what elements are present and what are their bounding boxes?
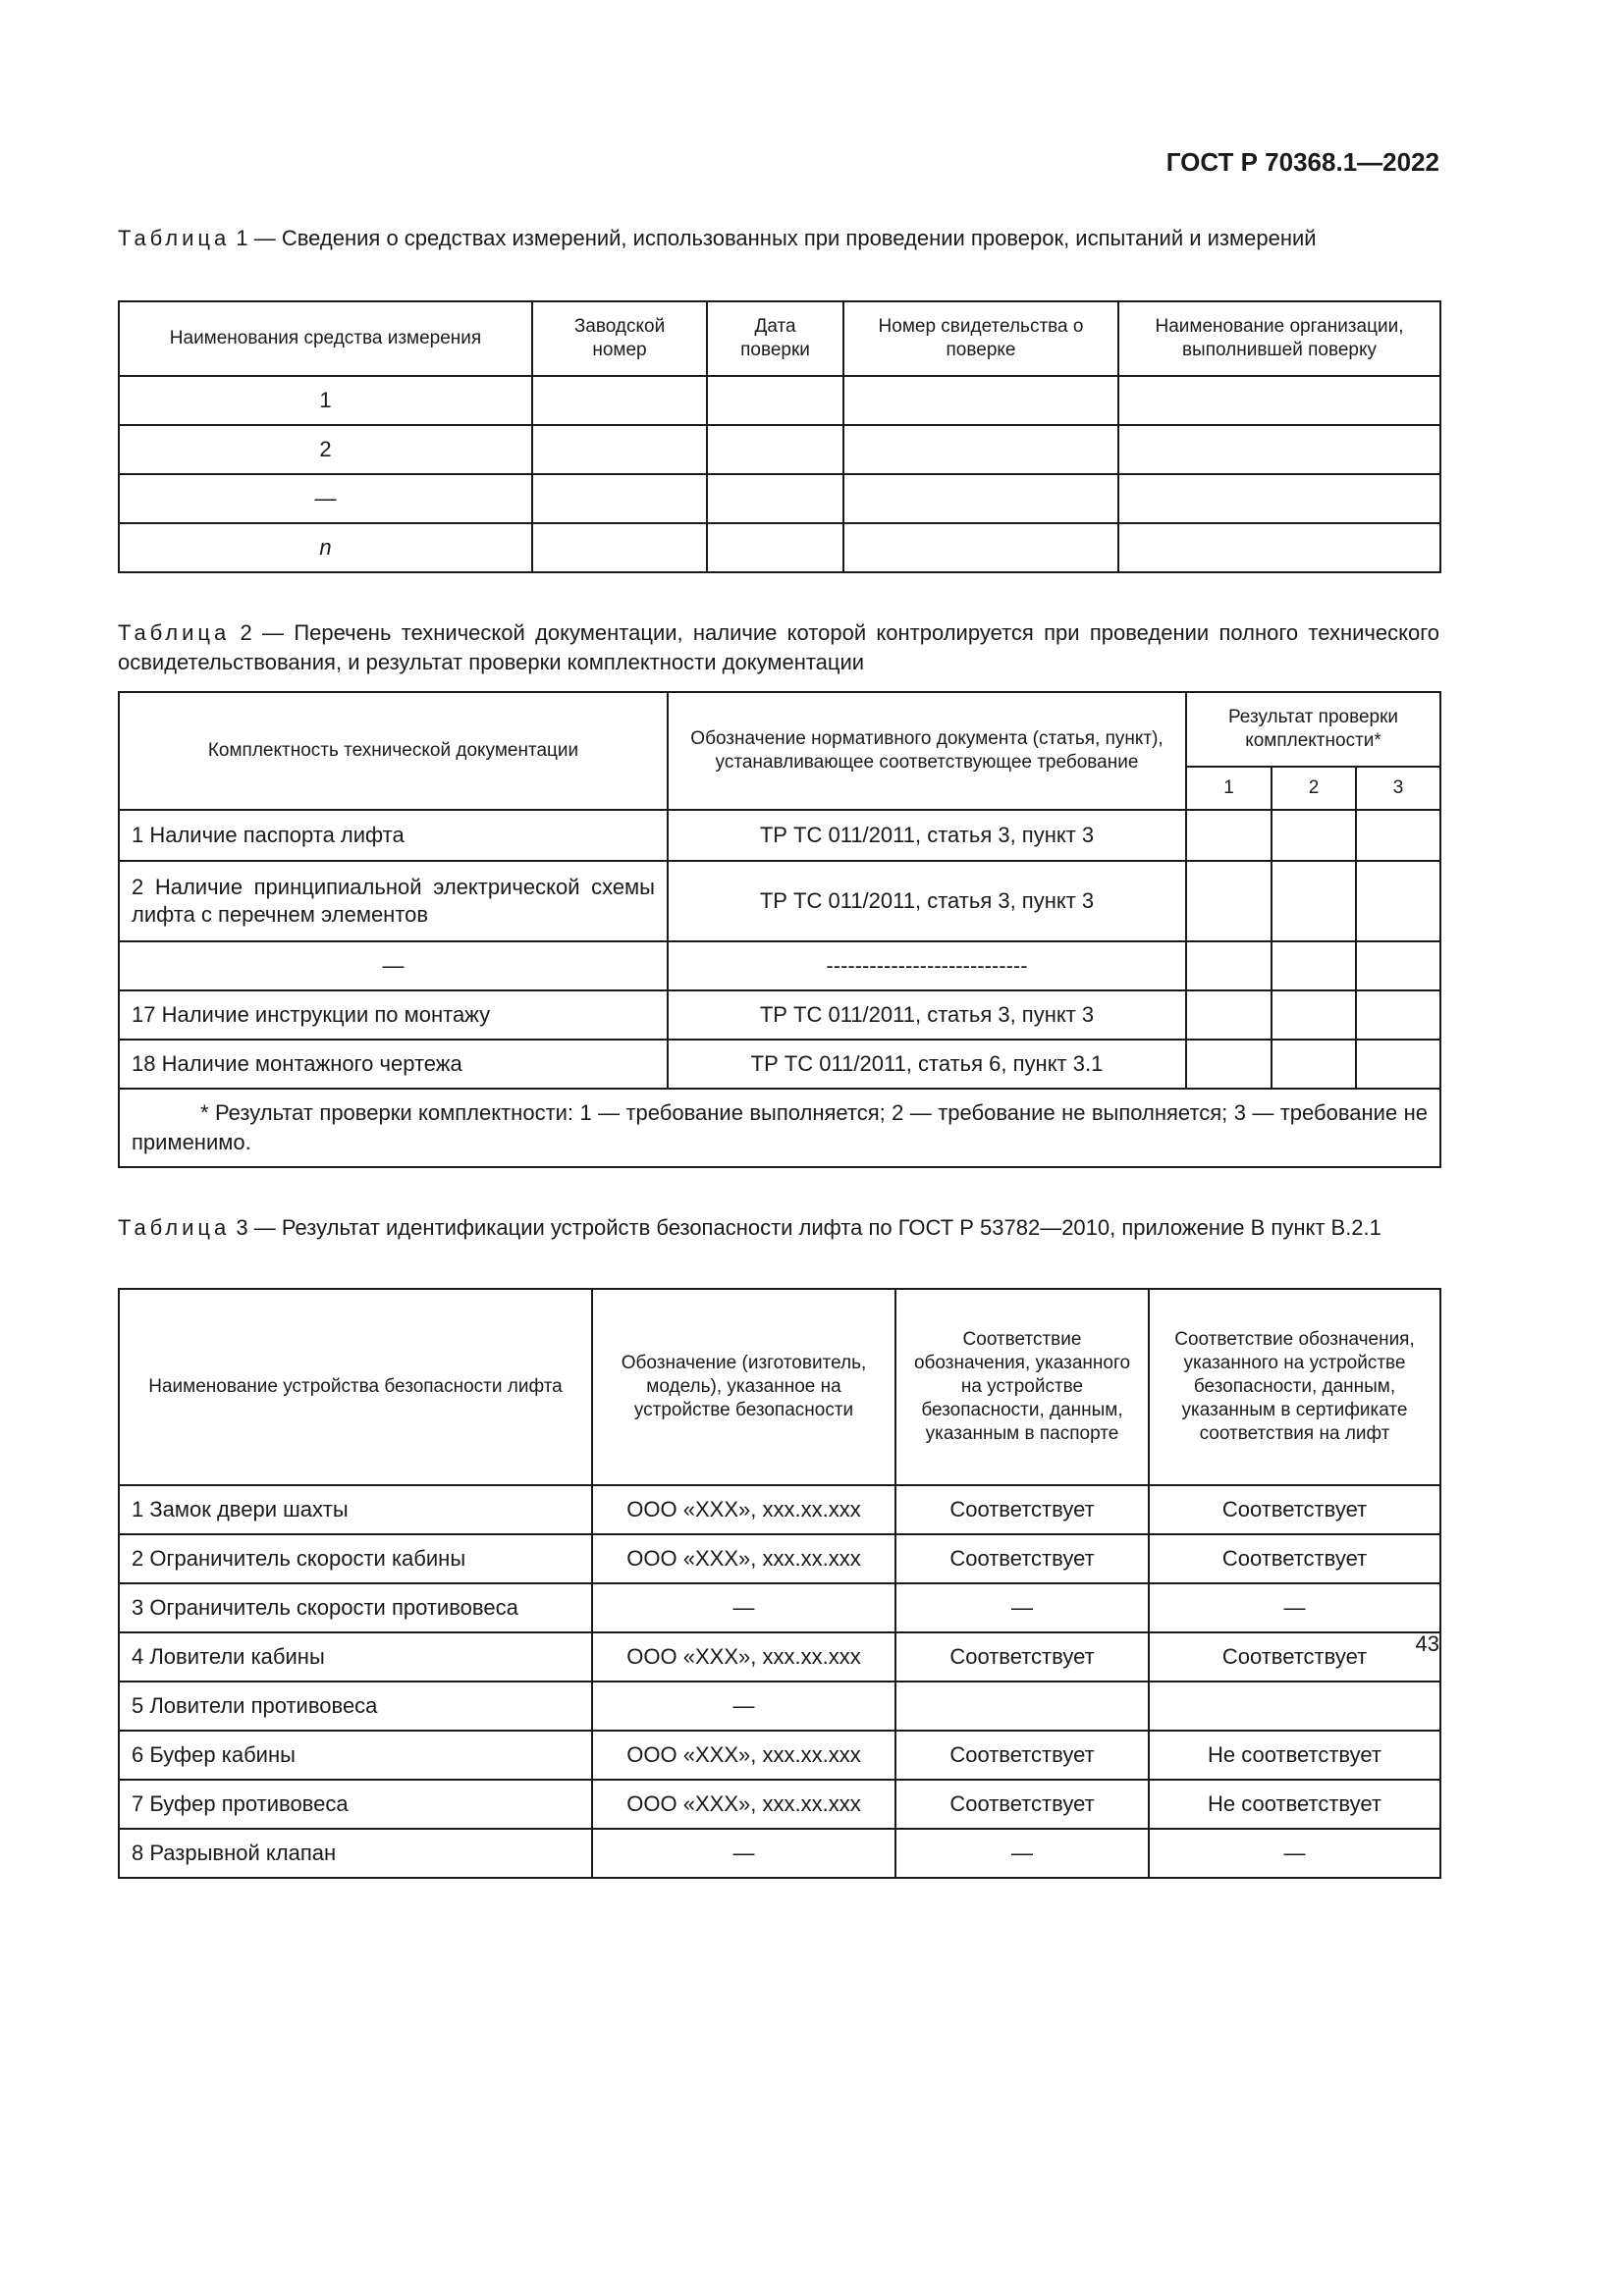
table1-row-number: — <box>119 474 532 523</box>
table1-cell <box>843 425 1118 474</box>
table2-cell <box>1186 861 1272 941</box>
table3-passport-match: Соответствует <box>895 1780 1149 1829</box>
table-row <box>119 1632 1440 1682</box>
table2-cell <box>1272 1040 1356 1089</box>
table2-caption-text: 2 — Перечень технической документации, наличие которой контролируется при проведении полного технического освидетельствования, и результат проверки комплектности документации <box>118 620 1439 674</box>
table-row <box>119 1583 1440 1632</box>
table-row <box>119 1534 1440 1583</box>
table2-header-normative: Обозначение нормативного документа (статья, пункт), устанавливающее соответствующее требование <box>668 692 1186 810</box>
table-row <box>119 990 1440 1040</box>
table1-header-instrument: Наименования средства измерения <box>119 301 532 376</box>
table-row <box>119 1040 1440 1089</box>
table2-doc: 2 Наличие принципиальной электрической схемы лифта с перечнем элементов <box>119 861 668 941</box>
table2-subheader-2: 2 <box>1272 767 1356 810</box>
table2-header-row <box>119 692 1440 767</box>
table3-certificate-match: — <box>1149 1583 1440 1632</box>
table1-caption-text: 1 — Сведения о средствах измерений, использованных при проведении проверок, испытаний и измерений <box>230 226 1317 250</box>
table2 <box>118 691 1441 1168</box>
table1-row-number: 2 <box>119 425 532 474</box>
table1-row-number: n <box>119 523 532 572</box>
table-row <box>119 1485 1440 1534</box>
table3-passport-match: — <box>895 1829 1149 1878</box>
table3-device: 5 Ловители противовеса <box>119 1682 592 1731</box>
table1-cell <box>843 523 1118 572</box>
table1-cell <box>707 425 843 474</box>
table2-cell <box>1356 810 1440 861</box>
table1-cell <box>843 474 1118 523</box>
table1-cell <box>707 376 843 425</box>
table2-footnote-text: * Результат проверки комплектности: 1 — требование выполняется; 2 — требование не выполняется; 3 — требование не применимо. <box>132 1100 1428 1154</box>
table3-device: 6 Буфер кабины <box>119 1731 592 1780</box>
table2-cell <box>1356 861 1440 941</box>
table2-subheader-3: 3 <box>1356 767 1440 810</box>
table1-cell <box>532 523 707 572</box>
table-row <box>119 1780 1440 1829</box>
table3-designation: ООО «ХХХ», ххх.хх.ххх <box>592 1731 895 1780</box>
table1-header-certificate: Номер свидетельства о поверке <box>843 301 1118 376</box>
table2-doc: — <box>119 941 668 990</box>
table1-caption-label: Таблица <box>118 226 231 250</box>
table1-cell <box>1118 376 1440 425</box>
table3-passport-match <box>895 1682 1149 1731</box>
table2-footnote-row <box>119 1089 1440 1167</box>
table3-certificate-match: Соответствует <box>1149 1632 1440 1682</box>
table-row <box>119 523 1440 572</box>
table3-header-row <box>119 1289 1440 1485</box>
table1-header-row <box>119 301 1440 376</box>
table3-designation: ООО «ХХХ», ххх.хх.ххх <box>592 1534 895 1583</box>
table1-cell <box>707 523 843 572</box>
table3-certificate-match: — <box>1149 1829 1440 1878</box>
table1 <box>118 300 1441 573</box>
table2-footnote <box>119 1089 1440 1167</box>
table2-ref: ТР ТС 011/2011, статья 6, пункт 3.1 <box>668 1040 1186 1089</box>
table2-ref: ТР ТС 011/2011, статья 3, пункт 3 <box>668 810 1186 861</box>
table2-cell <box>1186 990 1272 1040</box>
page-number: 43 <box>1415 1631 1439 1656</box>
table3-device: 2 Ограничитель скорости кабины <box>119 1534 592 1583</box>
table2-ref: ТР ТС 011/2011, статья 3, пункт 3 <box>668 861 1186 941</box>
table3-device: 8 Разрывной клапан <box>119 1829 592 1878</box>
table3-device: 1 Замок двери шахты <box>119 1485 592 1534</box>
table3-passport-match: Соответствует <box>895 1632 1149 1682</box>
table3-device: 4 Ловители кабины <box>119 1632 592 1682</box>
table2-cell <box>1356 941 1440 990</box>
table1-cell <box>707 474 843 523</box>
table1-header-serial: Заводской номер <box>532 301 707 376</box>
table1-cell <box>532 376 707 425</box>
table3-certificate-match: Соответствует <box>1149 1534 1440 1583</box>
table2-cell <box>1272 941 1356 990</box>
table2-cell <box>1186 810 1272 861</box>
table2-header-result: Результат проверки комплектности* <box>1186 692 1440 767</box>
table-row <box>119 474 1440 523</box>
table1-cell <box>1118 523 1440 572</box>
table-row <box>119 861 1440 941</box>
table-row <box>119 1682 1440 1731</box>
table1-cell <box>1118 474 1440 523</box>
table2-cell <box>1272 990 1356 1040</box>
table3-device: 3 Ограничитель скорости противовеса <box>119 1583 592 1632</box>
table3-header-certificate-match: Соответствие обозначения, указанного на устройстве безопасности, данным, указанным в сертификате соответствия на лифт <box>1149 1289 1440 1485</box>
table3-passport-match: — <box>895 1583 1149 1632</box>
table-row <box>119 1731 1440 1780</box>
table3-designation: ООО «ХХХ», ххх.хх.ххх <box>592 1632 895 1682</box>
table3-designation: — <box>592 1829 895 1878</box>
table3-certificate-match: Соответствует <box>1149 1485 1440 1534</box>
table2-cell <box>1356 1040 1440 1089</box>
table2-subheader-1: 1 <box>1186 767 1272 810</box>
table1-cell <box>1118 425 1440 474</box>
table2-cell <box>1272 861 1356 941</box>
table3-designation: ООО «ХХХ», ххх.хх.ххх <box>592 1780 895 1829</box>
table3-header-device: Наименование устройства безопасности лифта <box>119 1289 592 1485</box>
document-header: ГОСТ Р 70368.1—2022 <box>1165 147 1439 177</box>
table3-device: 7 Буфер противовеса <box>119 1780 592 1829</box>
table3-header-designation: Обозначение (изготовитель, модель), указанное на устройстве безопасности <box>592 1289 895 1485</box>
table3-designation: — <box>592 1583 895 1632</box>
table-row <box>119 941 1440 990</box>
table2-cell <box>1186 1040 1272 1089</box>
table2-cell <box>1272 810 1356 861</box>
table3-caption-label: Таблица <box>118 1215 231 1240</box>
table3-passport-match: Соответствует <box>895 1534 1149 1583</box>
table3 <box>118 1288 1441 1879</box>
table2-doc: 17 Наличие инструкции по монтажу <box>119 990 668 1040</box>
table1-caption <box>118 224 1439 253</box>
table3-caption <box>118 1213 1439 1243</box>
table2-doc: 1 Наличие паспорта лифта <box>119 810 668 861</box>
table1-cell <box>532 474 707 523</box>
table3-passport-match: Соответствует <box>895 1731 1149 1780</box>
table3-caption-text: 3 — Результат идентификации устройств безопасности лифта по ГОСТ Р 53782—2010, приложение В пункт В.2.1 <box>230 1215 1381 1240</box>
table2-cell <box>1356 990 1440 1040</box>
table2-doc: 18 Наличие монтажного чертежа <box>119 1040 668 1089</box>
table1-row-number: 1 <box>119 376 532 425</box>
table1-header-organization: Наименование организации, выполнившей поверку <box>1118 301 1440 376</box>
table2-caption <box>118 618 1439 677</box>
table3-designation: ООО «ХХХ», ххх.хх.ххх <box>592 1485 895 1534</box>
table1-header-date: Дата поверки <box>707 301 843 376</box>
table-row <box>119 376 1440 425</box>
table2-ref: ТР ТС 011/2011, статья 3, пункт 3 <box>668 990 1186 1040</box>
table3-passport-match: Соответствует <box>895 1485 1149 1534</box>
table3-header-passport-match: Соответствие обозначения, указанного на устройстве безопасности, данным, указанным в паспорте <box>895 1289 1149 1485</box>
table3-designation: — <box>592 1682 895 1731</box>
table-row <box>119 425 1440 474</box>
table2-ref: ---------------------------- <box>668 941 1186 990</box>
table3-certificate-match: Не соответствует <box>1149 1780 1440 1829</box>
table2-caption-label: Таблица <box>118 620 231 645</box>
table-row <box>119 1829 1440 1878</box>
table-row <box>119 810 1440 861</box>
table3-certificate-match: Не соответствует <box>1149 1731 1440 1780</box>
table1-cell <box>843 376 1118 425</box>
table2-header-completeness: Комплектность технической документации <box>119 692 668 810</box>
table3-certificate-match <box>1149 1682 1440 1731</box>
table1-cell <box>532 425 707 474</box>
table2-cell <box>1186 941 1272 990</box>
